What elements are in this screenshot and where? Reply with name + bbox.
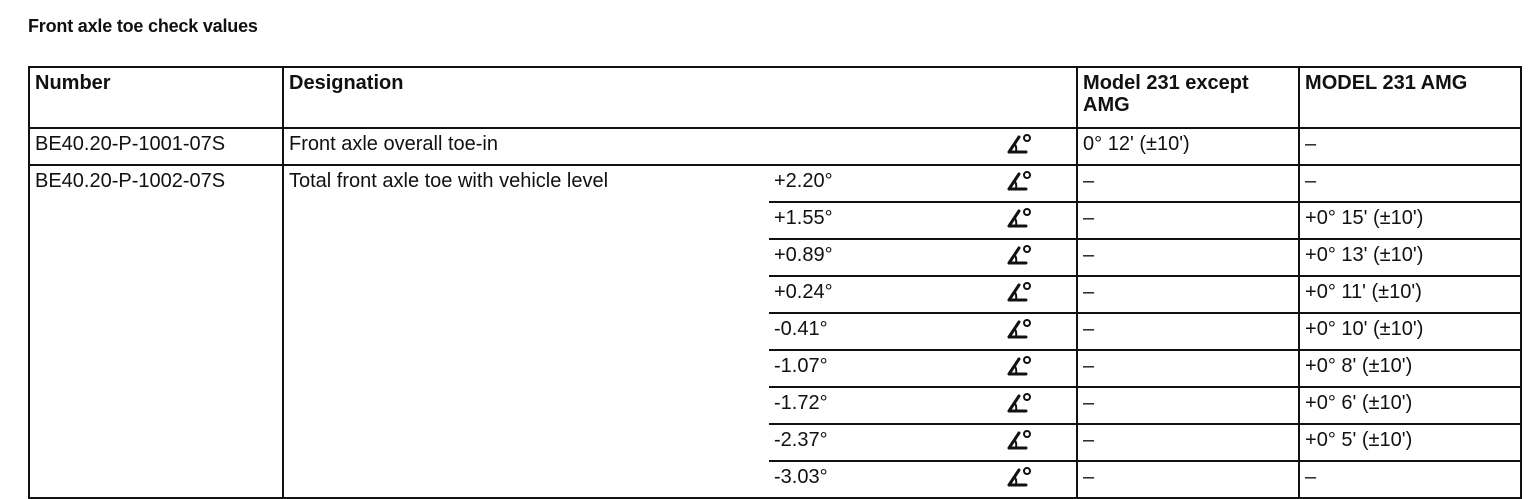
angle-icon bbox=[1006, 466, 1032, 488]
table-row bbox=[29, 128, 1521, 165]
page-title: Front axle toe check values bbox=[28, 16, 258, 36]
row-number: BE40.20-P-1001-07S bbox=[29, 128, 283, 165]
row-number: BE40.20-P-1002-07S bbox=[29, 165, 283, 498]
level-value: -3.03° bbox=[769, 461, 1001, 498]
header-designation: Designation bbox=[283, 67, 1077, 128]
angle-icon bbox=[1006, 133, 1032, 155]
row-value-non-amg: – bbox=[1077, 202, 1299, 239]
angle-icon-cell bbox=[1001, 461, 1077, 498]
row-value-non-amg: – bbox=[1077, 165, 1299, 202]
angle-icon bbox=[1006, 207, 1032, 229]
angle-icon bbox=[1006, 392, 1032, 414]
angle-icon-cell bbox=[1001, 313, 1077, 350]
row-value-non-amg: – bbox=[1077, 387, 1299, 424]
angle-icon bbox=[1006, 170, 1032, 192]
row-value-amg: +0° 15' (±10') bbox=[1299, 202, 1521, 239]
row-value-amg: – bbox=[1299, 165, 1521, 202]
row-value-non-amg: – bbox=[1077, 424, 1299, 461]
angle-icon-cell bbox=[1001, 350, 1077, 387]
row-designation: Front axle overall toe-in bbox=[283, 128, 1001, 165]
angle-icon bbox=[1006, 429, 1032, 451]
row-value-amg: +0° 8' (±10') bbox=[1299, 350, 1521, 387]
angle-icon bbox=[1006, 281, 1032, 303]
row-value-amg: +0° 11' (±10') bbox=[1299, 276, 1521, 313]
row-value-amg: +0° 5' (±10') bbox=[1299, 424, 1521, 461]
row-value-amg: +0° 10' (±10') bbox=[1299, 313, 1521, 350]
angle-icon-cell bbox=[1001, 239, 1077, 276]
level-value: +1.55° bbox=[769, 202, 1001, 239]
row-value-amg: +0° 6' (±10') bbox=[1299, 387, 1521, 424]
angle-icon bbox=[1006, 244, 1032, 266]
row-value-non-amg: – bbox=[1077, 461, 1299, 498]
table-row bbox=[29, 165, 1521, 202]
level-value: -1.07° bbox=[769, 350, 1001, 387]
angle-icon bbox=[1006, 318, 1032, 340]
angle-icon bbox=[1006, 355, 1032, 377]
row-value-non-amg: – bbox=[1077, 313, 1299, 350]
row-value-amg: – bbox=[1299, 128, 1521, 165]
row-value-non-amg: 0° 12' (±10') bbox=[1077, 128, 1299, 165]
header-model-231-amg: MODEL 231 AMG bbox=[1299, 67, 1521, 128]
row-value-non-amg: – bbox=[1077, 350, 1299, 387]
level-value: -1.72° bbox=[769, 387, 1001, 424]
angle-icon-cell bbox=[1001, 128, 1077, 165]
header-model-231-except-amg: Model 231 except AMG bbox=[1077, 67, 1299, 128]
row-value-non-amg: – bbox=[1077, 276, 1299, 313]
row-designation: Total front axle toe with vehicle level bbox=[283, 165, 769, 498]
row-value-non-amg: – bbox=[1077, 239, 1299, 276]
angle-icon-cell bbox=[1001, 276, 1077, 313]
header-row bbox=[29, 67, 1521, 128]
row-value-amg: +0° 13' (±10') bbox=[1299, 239, 1521, 276]
angle-icon-cell bbox=[1001, 165, 1077, 202]
level-value: -0.41° bbox=[769, 313, 1001, 350]
toe-values-table bbox=[28, 66, 1522, 499]
level-value: -2.37° bbox=[769, 424, 1001, 461]
level-value: +0.24° bbox=[769, 276, 1001, 313]
angle-icon-cell bbox=[1001, 387, 1077, 424]
angle-icon-cell bbox=[1001, 202, 1077, 239]
angle-icon-cell bbox=[1001, 424, 1077, 461]
row-value-amg: – bbox=[1299, 461, 1521, 498]
level-value: +0.89° bbox=[769, 239, 1001, 276]
header-number: Number bbox=[29, 67, 283, 128]
level-value: +2.20° bbox=[769, 165, 1001, 202]
